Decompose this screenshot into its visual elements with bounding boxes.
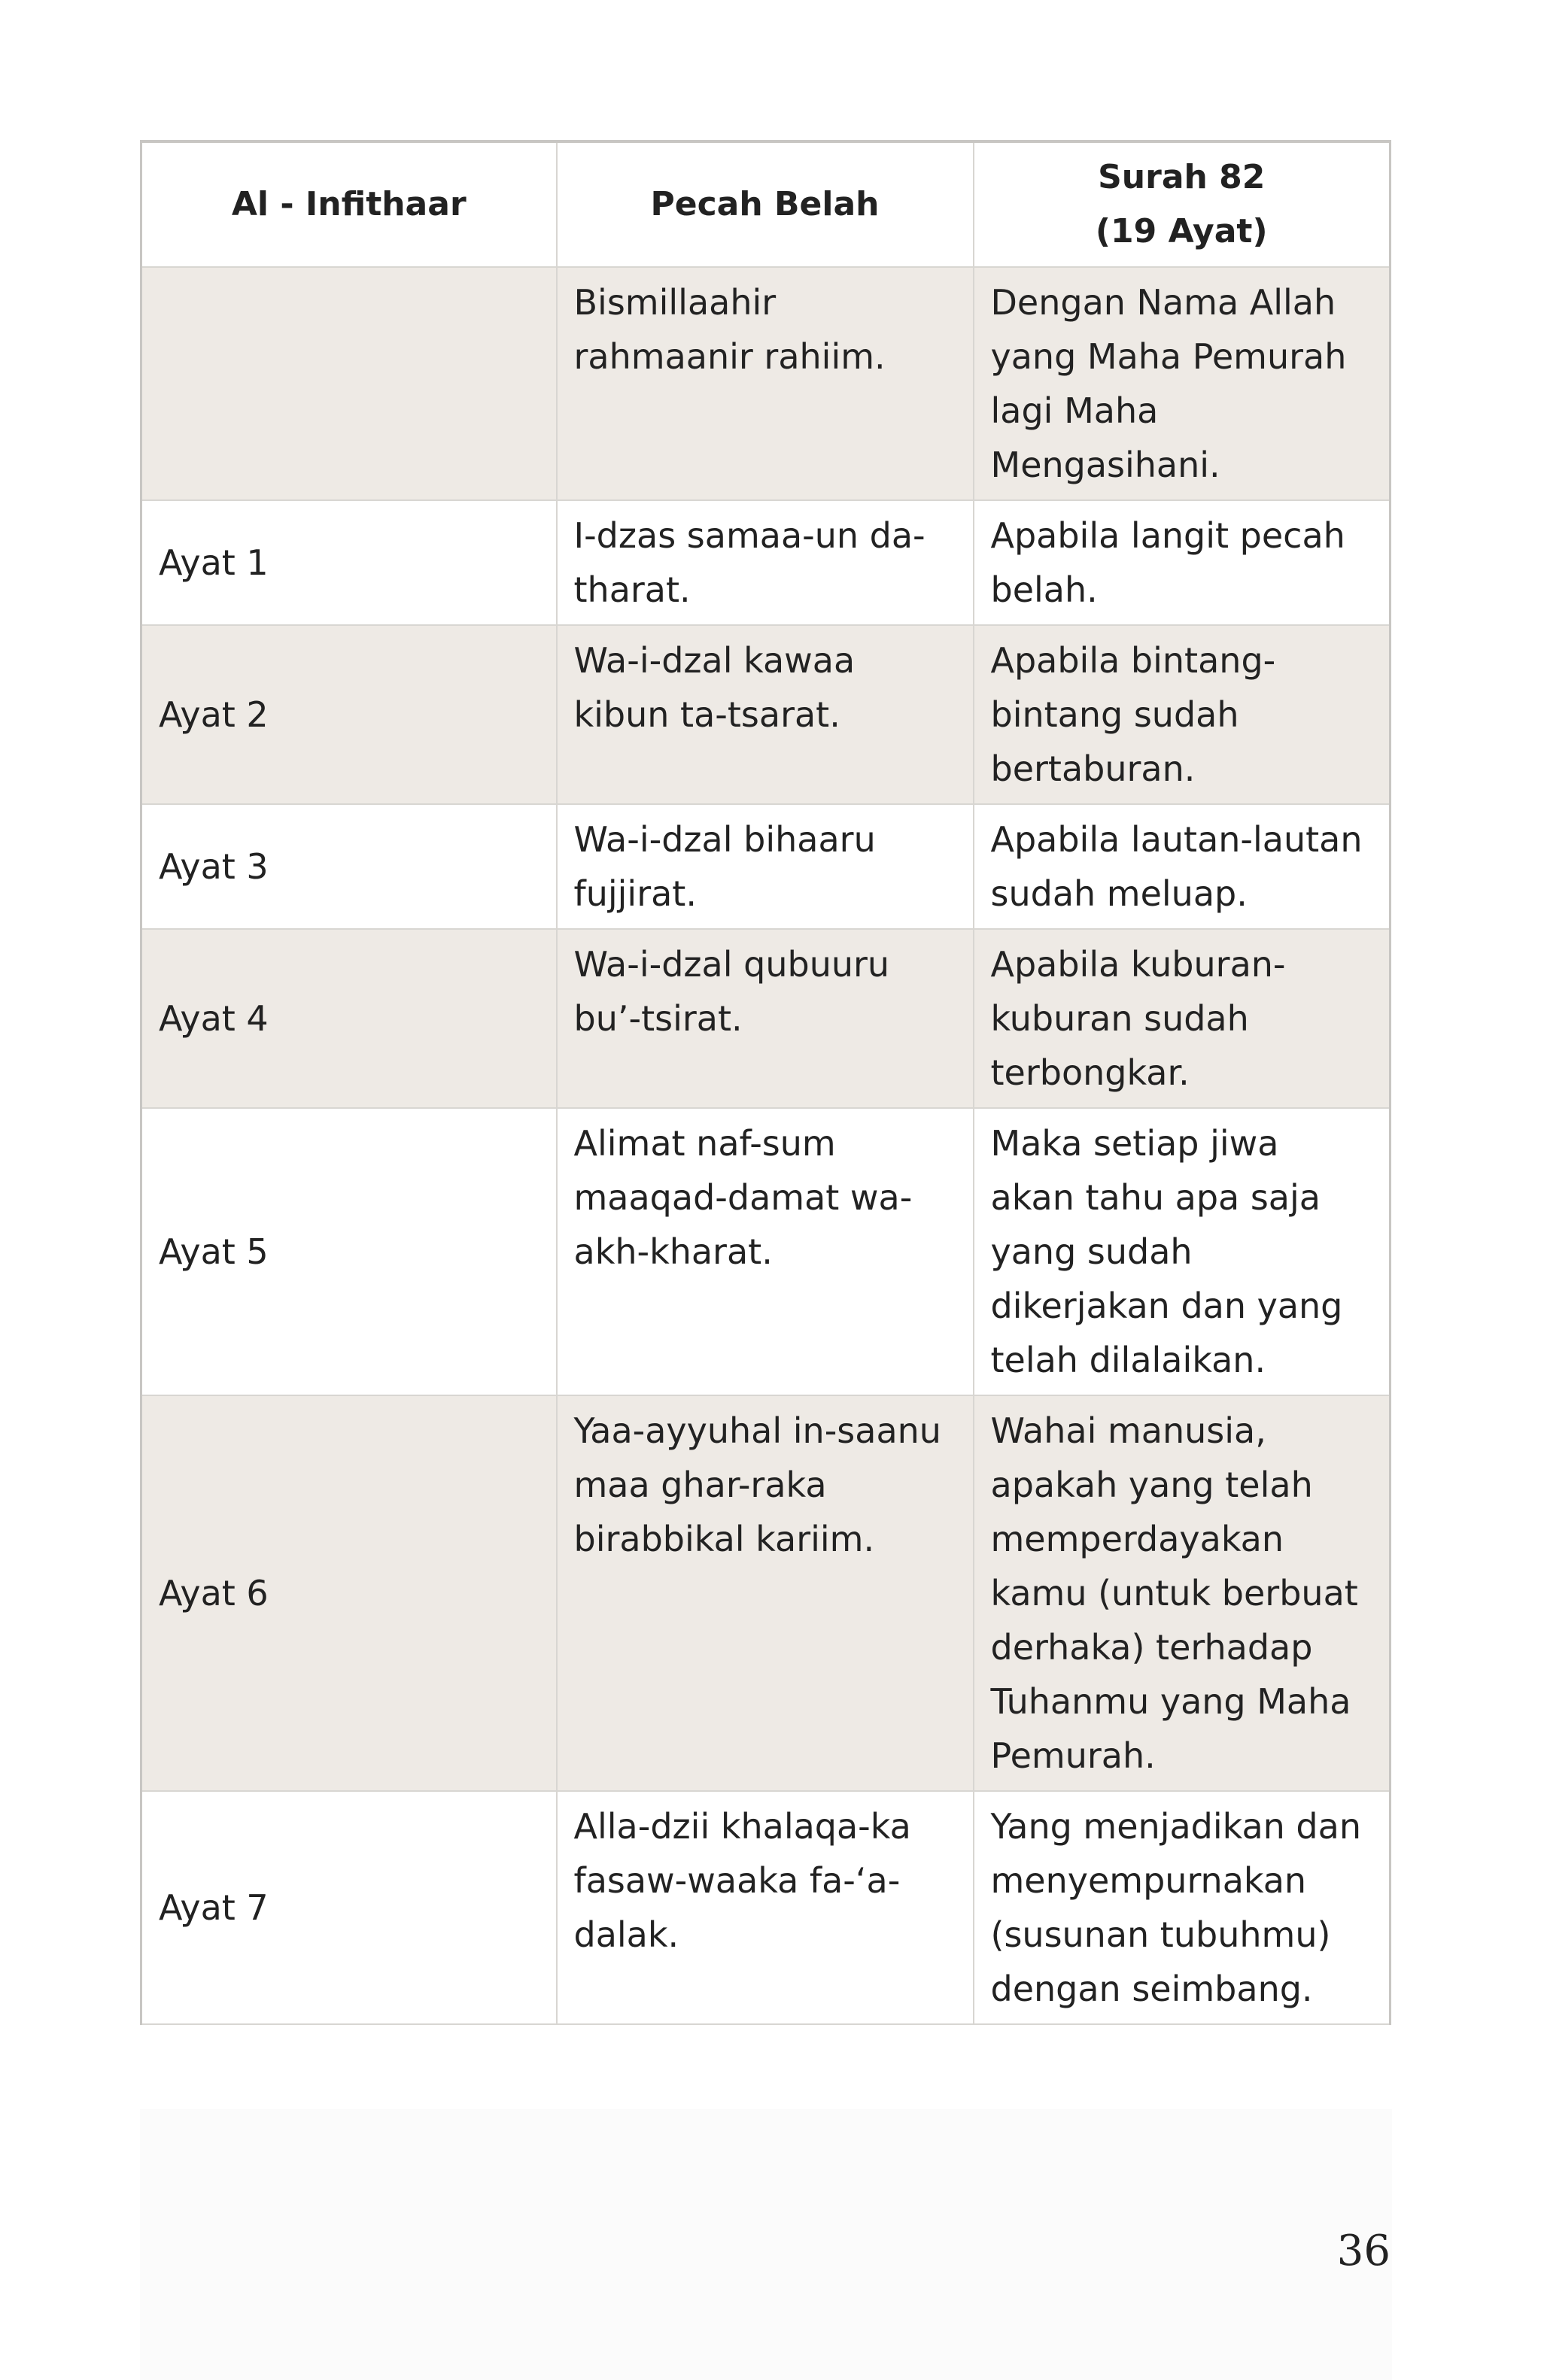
ayat-label — [141, 267, 557, 500]
transliteration-cell: Wa-i-dzal qubuuru bu’-tsirat. — [557, 929, 974, 1108]
translation-cell: Apabila lautan-lautan sudah meluap. — [974, 804, 1391, 929]
table-header-row — [141, 141, 1391, 267]
page-number: 36 — [1336, 2227, 1391, 2275]
ayat-label: Ayat 6 — [141, 1395, 557, 1791]
translation-cell: Apabila kuburan-kuburan sudah terbongkar. — [974, 929, 1391, 1108]
header-ayat-count: (19 Ayat) — [1095, 212, 1268, 250]
ayat-label: Ayat 1 — [141, 500, 557, 625]
transliteration-cell: Bismillaahir rahmaanir rahiim. — [557, 267, 974, 500]
transliteration-cell: Alimat naf-sum maaqad-damat wa-akh-kharat. — [557, 1108, 974, 1395]
table-row — [141, 1108, 1391, 1395]
table-row — [141, 1791, 1391, 2024]
translation-cell: Wahai manusia, apakah yang telah memperdayakan kamu (untuk berbuat derhaka) terhadap Tuhanmu yang Maha Pemurah. — [974, 1395, 1391, 1791]
ayat-label: Ayat 5 — [141, 1108, 557, 1395]
translation-cell: Apabila langit pecah belah. — [974, 500, 1391, 625]
header-surah-info — [974, 141, 1391, 267]
transliteration-cell: Alla-dzii khalaqa-ka fasaw-waaka fa-‘a-dalak. — [557, 1791, 974, 2024]
ayat-label: Ayat 7 — [141, 1791, 557, 2024]
ayat-label: Ayat 2 — [141, 625, 557, 804]
header-surah-name: Al - Infithaar — [141, 141, 557, 267]
table-row — [141, 804, 1391, 929]
surah-table — [140, 140, 1391, 2025]
table-row — [141, 929, 1391, 1108]
table-row — [141, 500, 1391, 625]
translation-cell: Apabila bintang-bintang sudah bertaburan. — [974, 625, 1391, 804]
header-surah-number: Surah 82 — [1098, 158, 1266, 196]
ayat-label: Ayat 4 — [141, 929, 557, 1108]
page-footer-area — [140, 2109, 1392, 2380]
translation-cell: Maka setiap jiwa akan tahu apa saja yang sudah dikerjakan dan yang telah dilalaikan. — [974, 1108, 1391, 1395]
translation-cell: Yang menjadikan dan menyempurnakan (susunan tubuhmu) dengan seimbang. — [974, 1791, 1391, 2024]
table-row — [141, 1395, 1391, 1791]
header-surah-meaning: Pecah Belah — [557, 141, 974, 267]
transliteration-cell: I-dzas samaa-un da-tharat. — [557, 500, 974, 625]
ayat-label: Ayat 3 — [141, 804, 557, 929]
transliteration-cell: Wa-i-dzal kawaa kibun ta-tsarat. — [557, 625, 974, 804]
transliteration-cell: Yaa-ayyuhal in-saanu maa ghar-raka birabbikal kariim. — [557, 1395, 974, 1791]
transliteration-cell: Wa-i-dzal bihaaru fujjirat. — [557, 804, 974, 929]
translation-cell: Dengan Nama Allah yang Maha Pemurah lagi Maha Mengasihani. — [974, 267, 1391, 500]
table-row — [141, 625, 1391, 804]
table-row — [141, 267, 1391, 500]
